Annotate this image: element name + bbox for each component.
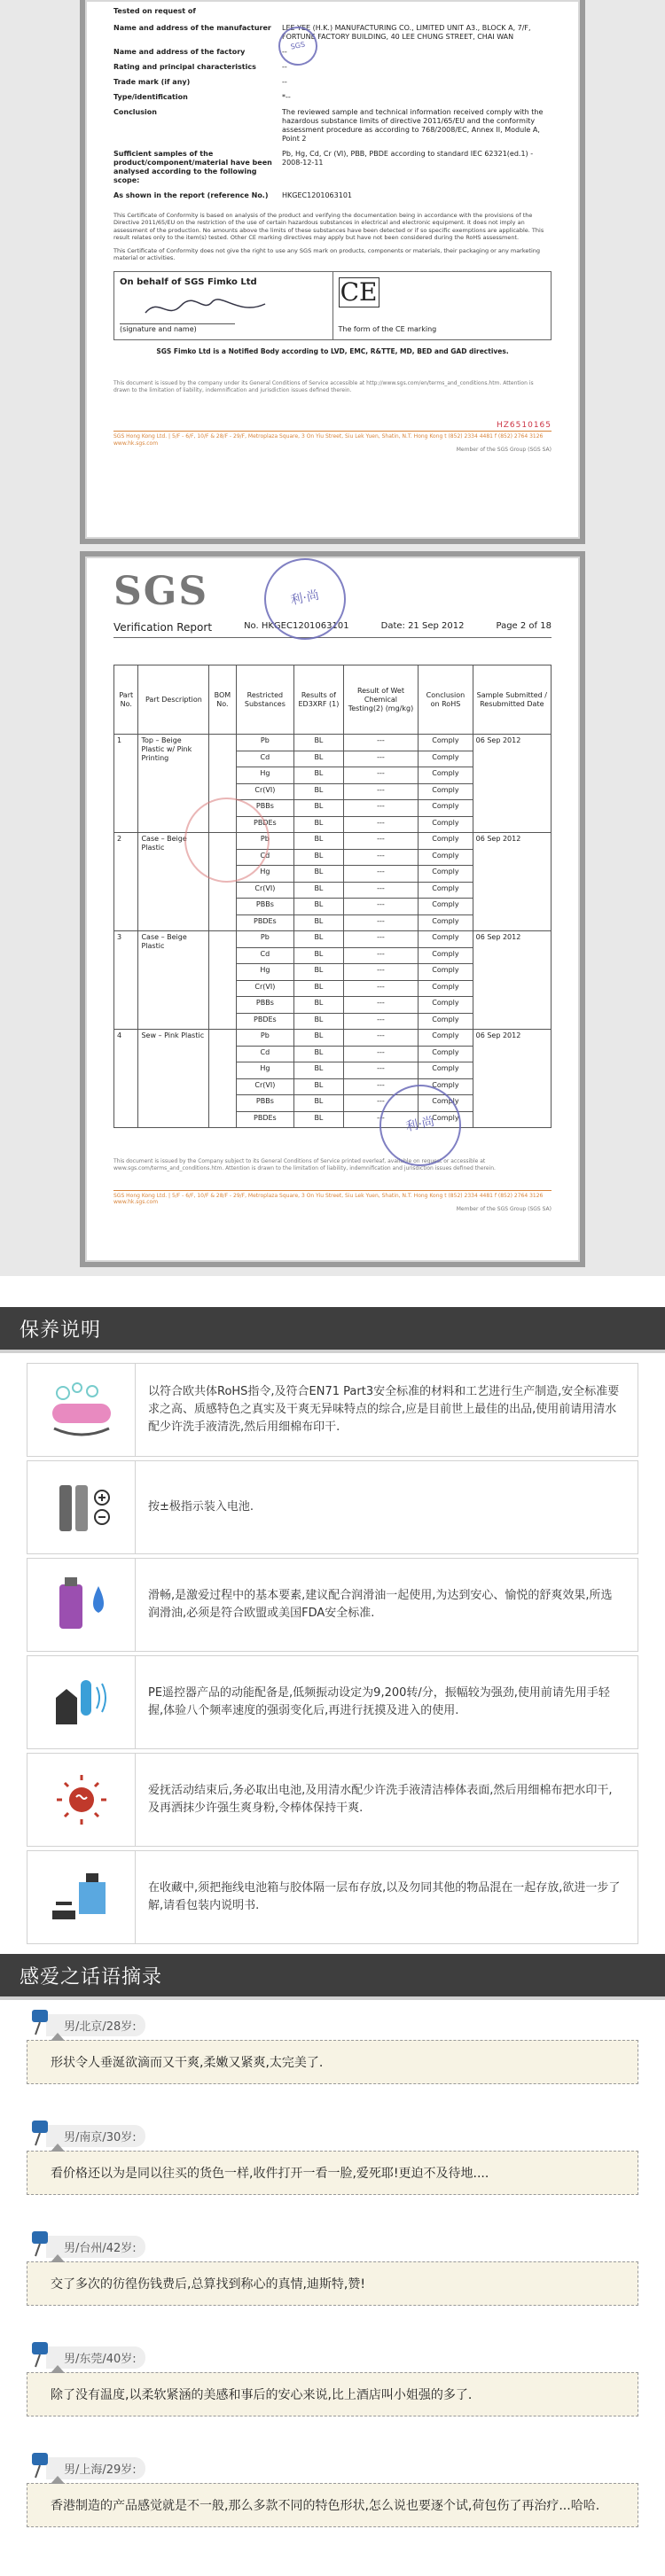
table-cell: --- (343, 833, 419, 850)
table-cell: BL (294, 931, 343, 948)
certificate-fields (113, 24, 552, 200)
review-item (27, 2346, 638, 2416)
pushpin-icon (27, 2451, 53, 2479)
certificate-field-row (113, 191, 552, 200)
table-cell: BL (294, 947, 343, 964)
table-cell: BL (294, 767, 343, 784)
care-item (27, 1850, 638, 1944)
table-cell: Cd (236, 751, 294, 767)
behalf-label: On behalf of SGS Fimko Ltd (120, 276, 257, 287)
column-header: Restricted Substances (236, 665, 294, 735)
review-text: 香港制造的产品感觉就是不一般,那么多款不同的特色形状,怎么说也要逐个试,荷包伤了再治疗...哈哈. (27, 2483, 638, 2527)
report-page: Page 2 of 18 (496, 621, 552, 631)
care-item (27, 1655, 638, 1749)
report-terms-text: This document is issued by the Company subject to its General Conditions of Service printed overleaf, available on request or accessible at www.sgs.com/terms_and_conditions.htm. Attention is drawn to the limitation of liability, indemnification and jurisdiction issues defined therein. (113, 1158, 496, 1171)
care-title: 保养说明 (20, 1319, 102, 1342)
table-cell: BL (294, 849, 343, 866)
table-cell: Cd (236, 1046, 294, 1062)
sgs-behalf-box (114, 272, 333, 339)
table-cell: PBDEs (236, 1013, 294, 1030)
lubricant-icon (27, 1559, 136, 1651)
table-cell: BL (294, 816, 343, 833)
table-cell: Cr(VI) (236, 1078, 294, 1095)
table-cell: BL (294, 833, 343, 850)
field-label: Rating and principal characteristics (113, 63, 256, 71)
signature-icon (141, 295, 274, 322)
sgs-logo: SGS (113, 569, 209, 614)
field-value: -- (282, 48, 287, 56)
care-section-title (0, 1307, 665, 1350)
table-cell: --- (343, 1046, 419, 1062)
table-cell: --- (343, 1095, 419, 1112)
table-cell: Cd (236, 947, 294, 964)
table-cell: --- (343, 899, 419, 915)
verification-table (113, 665, 552, 1128)
table-cell: PBDEs (236, 1111, 294, 1128)
table-cell: BL (294, 1062, 343, 1079)
table-cell: Pb (236, 735, 294, 751)
reviewer (27, 2013, 638, 2036)
table-cell: 1 (114, 735, 138, 833)
table-cell: BL (294, 1095, 343, 1112)
column-header: BOM No. (209, 665, 236, 735)
care-text: 在收藏中,须把拖线电池箱与胶体隔一层布存放,以及勿同其他的物品混在一起存放,欲进一步了解,请看包装内说明书. (148, 1880, 621, 1912)
table-cell: --- (343, 947, 419, 964)
care-text: 以符合欧共体RoHS指令,及符合EN71 Part3安全标准的材料和工艺进行生产制造,安全标准要求之高、质感特色之真实及干爽无异味特点的综合,应是目前世上最佳的出品,使用前请用清水配少许洗手液清洗,然后用细棉布印干. (148, 1384, 620, 1435)
certificate-field-row (113, 78, 552, 87)
table-cell: Comply (419, 1095, 473, 1112)
table-cell: PBDEs (236, 914, 294, 931)
review-text: 除了没有温度,以柔软紧涵的美感和事后的安心来说,比上酒店叫小姐强的多了. (27, 2372, 638, 2416)
table-cell: BL (294, 783, 343, 800)
pushpin-icon (27, 2008, 53, 2036)
certificate-field-row (113, 93, 552, 102)
table-cell: BL (294, 751, 343, 767)
report-number: No. HKGEC1201063101 (244, 621, 349, 631)
reviews-title: 感爱之话语摘录 (20, 1965, 163, 1988)
column-header: Part No. (114, 665, 138, 735)
certificate-fineprint-2: This Certificate of Conformity does not give the right to use any SGS mark on products, components or materials, their packaging or any marketing material or activities. (113, 246, 540, 262)
field-value: -- (282, 63, 287, 71)
table-cell: 06 Sep 2012 (473, 735, 551, 833)
column-header: Results of ED3XRF (1) (294, 665, 343, 735)
care-item (27, 1363, 638, 1457)
table-cell: Hg (236, 866, 294, 883)
table-cell: --- (343, 997, 419, 1014)
report-date: Date: 21 Sep 2012 (380, 621, 465, 631)
stamp-text: 利·尚 (289, 588, 321, 609)
field-label: As shown in the report (reference No.) (113, 191, 269, 199)
red-watermark-stamp-icon (184, 798, 270, 883)
certificate-field-row (113, 63, 552, 72)
table-cell: --- (343, 849, 419, 866)
table-cell: Comply (419, 997, 473, 1014)
report-member-text: Member of the SGS Group (SGS SA) (456, 1206, 552, 1213)
washing-hands-icon (27, 1364, 136, 1456)
care-text: 爱抚活动结束后,务必取出电池,及用清水配少许洗手液清洁棒体表面,然后用细棉布把水印干,及再洒抹少许强生爽身粉,令棒体保持干爽. (148, 1783, 613, 1815)
table-cell: Cd (236, 849, 294, 866)
certificate-field-row (113, 24, 552, 42)
table-cell: --- (343, 914, 419, 931)
pushpin-icon (27, 2230, 53, 2258)
field-value: HKGEC1201063101 (282, 191, 352, 199)
table-cell: Hg (236, 1062, 294, 1079)
table-cell: Top – Beige Plastic w/ Pink Printing (138, 735, 209, 833)
table-cell: --- (343, 1111, 419, 1128)
field-value: Pb, Hg, Cd, Cr (VI), PBB, PBDE according to standard IEC 62321(ed.1) - 2008-12-11 (282, 150, 534, 167)
reviewer (27, 2346, 638, 2369)
table-cell: Comply (419, 980, 473, 997)
table-cell: --- (343, 767, 419, 784)
certificate-footer-address: SGS Hong Kong Ltd. | 5/F - 6/F, 10/F & 28/F - 29/F, Metroplaza Square, 3 On Yiu Street, Siu Lek Yuen, Shatin, N.T. Hong Kong t (852) 2334 4481 f (852) 2764 3126 www.hk.sgs.com (113, 431, 552, 447)
review-text: 看价格还以为是同以往买的货色一样,收件打开一看一脸,爱死耶!更迫不及待地.... (27, 2151, 638, 2195)
table-cell: PBBs (236, 899, 294, 915)
table-cell: 4 (114, 1030, 138, 1128)
table-body (114, 735, 552, 1128)
field-label: Trade mark (if any) (113, 78, 191, 86)
table-cell: Comply (419, 964, 473, 981)
table-cell: Comply (419, 899, 473, 915)
table-cell: Comply (419, 882, 473, 899)
storage-box-icon (27, 1851, 136, 1943)
field-label: Name and address of the factory (113, 48, 246, 56)
pushpin-icon (27, 2119, 53, 2147)
table-cell (209, 1030, 236, 1128)
table-cell: --- (343, 866, 419, 883)
table-cell: --- (343, 1062, 419, 1079)
verification-report (113, 567, 552, 1213)
table-cell: --- (343, 735, 419, 751)
table-cell: Cr(VI) (236, 980, 294, 997)
table-cell: Comply (419, 1111, 473, 1128)
table-cell: --- (343, 800, 419, 817)
review-item (27, 2124, 638, 2195)
certificate-terms-text: This document is issued by the company under its General Conditions of Service accessible at http://www.sgs.com/en/terms_and_conditions.htm. Attention is drawn to the limitation of liability, indemnification and jurisdiction issues defined therein. (113, 380, 534, 393)
table-cell: Pb (236, 931, 294, 948)
table-row (114, 1030, 552, 1047)
battery-icon (27, 1461, 136, 1553)
certificate-code: HZ6510165 (496, 420, 552, 430)
table-cell: BL (294, 1046, 343, 1062)
review-text: 形状令人垂涎欲滴而又干爽,柔嫩又紧爽,太完美了. (27, 2040, 638, 2084)
stamp-text-2: 利·尚 (404, 1115, 436, 1135)
table-cell: Cr(VI) (236, 882, 294, 899)
table-row (114, 931, 552, 948)
field-value: The reviewed sample and technical information received comply with the hazardous substance limits of directive 2011/65/EU and the conformity assessment procedure as according to 768/2008/EC, Annex II, Module A, Point 2 (282, 108, 544, 143)
notified-body-text: SGS Fimko Ltd is a Notified Body according to LVD, EMC, R&TTE, MD, BED and GAD directives. (156, 346, 509, 355)
sgs-stamp-icon: SGS (275, 23, 321, 69)
table-cell: Cr(VI) (236, 783, 294, 800)
table-cell: PBBs (236, 1095, 294, 1112)
table-cell: BL (294, 800, 343, 817)
field-value: *-- (282, 93, 291, 101)
column-header: Part Description (138, 665, 209, 735)
table-cell: Comply (419, 1030, 473, 1047)
care-text: 滑畅,是激爱过程中的基本要素,建议配合润滑油一起使用,为达到安心、愉悦的舒爽效果,所选润滑油,必须是符合欧盟或美国FDA安全标准. (148, 1588, 613, 1620)
table-cell: Pb (236, 1030, 294, 1047)
table-cell: Comply (419, 767, 473, 784)
table-cell: Comply (419, 735, 473, 751)
table-cell: Comply (419, 1013, 473, 1030)
ce-mark: CE (339, 277, 379, 307)
care-item (27, 1460, 638, 1554)
table-cell: BL (294, 997, 343, 1014)
table-cell: --- (343, 816, 419, 833)
review-item (27, 2235, 638, 2306)
report-title: Verification Report (113, 621, 213, 634)
pushpin-icon (27, 2340, 53, 2369)
certificate-member-text: Member of the SGS Group (SGS SA) (456, 447, 552, 454)
ce-box (333, 272, 552, 339)
table-cell: Comply (419, 751, 473, 767)
field-value: -- (282, 78, 287, 86)
table-row (114, 833, 552, 850)
germ-icon (27, 1754, 136, 1846)
table-cell: Comply (419, 816, 473, 833)
field-label: Name and address of the manufacturer (113, 24, 271, 32)
table-cell (209, 931, 236, 1030)
review-item (27, 2013, 638, 2084)
reviews-section-title (0, 1954, 665, 1996)
table-cell: PBBs (236, 997, 294, 1014)
table-cell: --- (343, 964, 419, 981)
certificate-field-row (113, 108, 552, 144)
table-cell: --- (343, 980, 419, 997)
table-header-row (114, 665, 552, 735)
table-cell: Comply (419, 833, 473, 850)
certificate-fineprint: This Certificate of Conformity is based on analysis of the product and verifying the documentation being in accordance with the provisions of the Directive 2011/65/EU on the restriction of the use of certain hazardous substances in electrical and electronic equipment. It does not imply an assessment of the production. No amounts above the limits of these substances have been detected or if so specific exemptions are applicable. This result relates only to the item(s) tested. Other CE marking directives may apply but have not been considered during the RoHS assessment. (113, 212, 544, 242)
table-cell: --- (343, 882, 419, 899)
table-cell: Comply (419, 1062, 473, 1079)
care-text: PE遥控器产品的动能配备是,低频振动设定为9,200转/分，振幅较为强劲,使用前请先用手轻握,体验八个频率速度的强弱变化后,再进行抚摸及进入的使用. (148, 1685, 610, 1717)
field-label: Conclusion (113, 108, 157, 116)
reviewer-tag: 男/北京/28岁: (46, 2014, 145, 2036)
table-cell: Hg (236, 767, 294, 784)
table-cell: --- (343, 1013, 419, 1030)
table-cell: BL (294, 1078, 343, 1095)
table-cell: Comply (419, 1046, 473, 1062)
reviewer-tag: 男/东莞/40岁: (46, 2346, 145, 2369)
table-cell: BL (294, 1013, 343, 1030)
table-cell: 06 Sep 2012 (473, 931, 551, 1030)
table-cell: BL (294, 980, 343, 997)
review-text: 交了多次的彷徨伤钱费后,总算找到称心的真情,迪斯特,赞! (27, 2261, 638, 2306)
table-cell: Hg (236, 964, 294, 981)
table-cell: Case – Beige Plastic (138, 931, 209, 1030)
care-item (27, 1753, 638, 1847)
table-cell: --- (343, 783, 419, 800)
table-cell: BL (294, 899, 343, 915)
certificate-field-row (113, 150, 552, 185)
table-cell: Comply (419, 931, 473, 948)
table-cell: BL (294, 964, 343, 981)
table-cell: Comply (419, 783, 473, 800)
field-value: LEE YEE (H.K.) MANUFACTURING CO., LIMITED UNIT A3., BLOCK A, 7/F, FORTUNE FACTORY BUILDING, 40 LEE CHUNG STREET, CHAI WAN (282, 24, 531, 41)
certificate-of-conformity (113, 7, 552, 454)
table-cell: BL (294, 866, 343, 883)
certificate-scan-area (0, 0, 665, 1276)
care-item (27, 1558, 638, 1652)
care-text: 按±极指示装入电池. (148, 1499, 254, 1514)
reviewer-tag: 男/上海/29岁: (46, 2457, 145, 2479)
table-cell: Comply (419, 866, 473, 883)
table-cell: BL (294, 735, 343, 751)
table-cell: BL (294, 1111, 343, 1128)
column-header: Result of Wet Chemical Testing(2) (mg/kg) (343, 665, 419, 735)
table-cell: Sew – Pink Plastic (138, 1030, 209, 1128)
table-cell: Pb (236, 833, 294, 850)
column-header: Conclusion on RoHS (419, 665, 473, 735)
table-cell: PBDEs (236, 816, 294, 833)
field-label: Sufficient samples of the product/component/material have been analysed according to the following scope: (113, 150, 272, 184)
table-cell: Comply (419, 1078, 473, 1095)
table-cell: BL (294, 914, 343, 931)
table-cell: PBBs (236, 800, 294, 817)
reviewer (27, 2456, 638, 2479)
vibration-hand-icon (27, 1656, 136, 1748)
table-cell: --- (343, 1078, 419, 1095)
ce-caption: The form of the CE marking (338, 324, 437, 333)
table-row (114, 735, 552, 751)
table-cell: --- (343, 751, 419, 767)
reviewer (27, 2235, 638, 2258)
signature-caption: (signature and name) (120, 323, 235, 334)
field-label: Type/identification (113, 93, 188, 101)
table-cell: Case – Beige Plastic (138, 833, 209, 931)
certificate-field-row (113, 48, 552, 57)
reviewer-tag: 男/南京/30岁: (46, 2125, 145, 2147)
table-cell: Comply (419, 800, 473, 817)
table-cell: BL (294, 882, 343, 899)
tested-on-request-label: Tested on request of (113, 7, 196, 15)
table-cell: Comply (419, 914, 473, 931)
column-header: Sample Submitted / Resubmitted Date (473, 665, 551, 735)
table-cell: BL (294, 1030, 343, 1047)
reviewer-tag: 男/台州/42岁: (46, 2236, 145, 2258)
table-cell: --- (343, 931, 419, 948)
table-cell: Comply (419, 947, 473, 964)
table-cell: 3 (114, 931, 138, 1030)
report-footer-address: SGS Hong Kong Ltd. | 5/F - 6/F, 10/F & 28/F - 29/F, Metroplaza Square, 3 On Yiu Street, Siu Lek Yuen, Shatin, N.T. Hong Kong t (852) 2334 4481 f (852) 2764 3126 www.hk.sgs.com (113, 1190, 552, 1207)
table-cell: Comply (419, 849, 473, 866)
table-cell: 06 Sep 2012 (473, 833, 551, 931)
table-cell: 06 Sep 2012 (473, 1030, 551, 1128)
table-cell: 2 (114, 833, 138, 931)
table-cell: --- (343, 1030, 419, 1047)
reviewer (27, 2124, 638, 2147)
review-item (27, 2456, 638, 2527)
